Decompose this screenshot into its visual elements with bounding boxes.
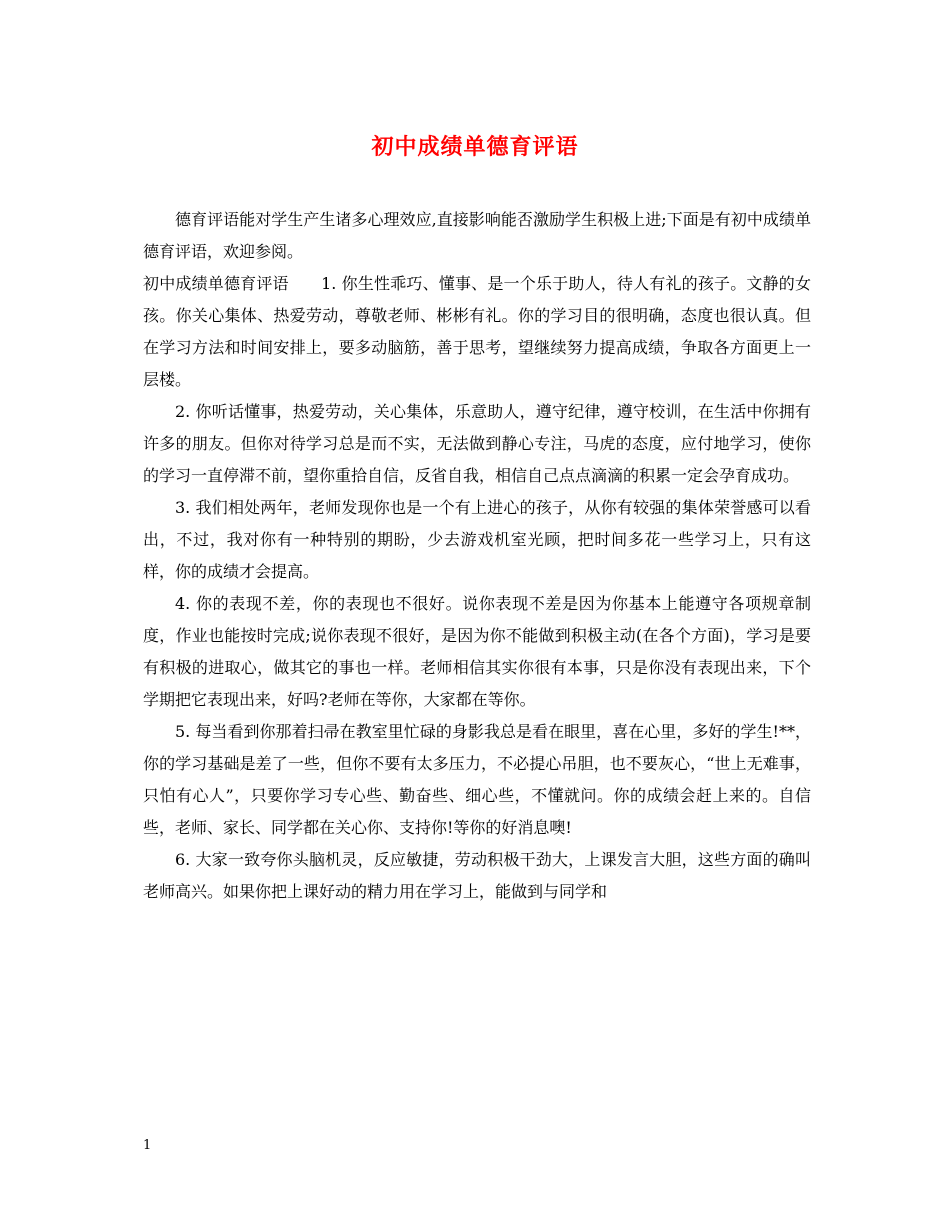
- page-number: 1: [143, 1138, 152, 1153]
- document-body: [143, 204, 811, 908]
- comment-paragraph-1: 初中成绩单德育评语 1. 你生性乖巧、懂事、是一个乐于助人，待人有礼的孩子。文静的女孩。你关心集体、热爱劳动，尊敬老师、彬彬有礼。你的学习目的很明确，态度也很认真。但在学习方法和时间安排上，要多动脑筋，善于思考，望继续努力提高成绩，争取各方面更上一层楼。: [143, 274, 811, 389]
- comment-paragraph-2: 2. 你听话懂事，热爱劳动，关心集体，乐意助人，遵守纪律，遵守校训，在生活中你拥有许多的朋友。但你对待学习总是而不实，无法做到静心专注，马虎的态度，应付地学习，使你的学习一直停滞不前，望你重拾自信，反省自我，相信自己点点滴滴的积累一定会孕育成功。: [143, 402, 811, 485]
- intro-paragraph: 德育评语能对学生产生诸多心理效应,直接影响能否激励学生积极上进;下面是有初中成绩单德育评语，欢迎参阅。: [143, 210, 811, 261]
- document-title: 初中成绩单德育评语: [371, 134, 579, 160]
- comment-paragraph-4: 4. 你的表现不差，你的表现也不很好。说你表现不差是因为你基本上能遵守各项规章制度，作业也能按时完成;说你表现不很好，是因为你不能做到积极主动(在各个方面)，学习是要有积极的进取心，做其它的事也一样。老师相信其实你很有本事，只是你没有表现出来，下个学期把它表现出来，好吗?老师在等你，大家都在等你。: [143, 594, 811, 709]
- comment-paragraph-5: 5. 每当看到你那着扫帚在教室里忙碌的身影我总是看在眼里，喜在心里，多好的学生!**，你的学习基础是差了一些，但你不要有太多压力，不必提心吊胆，也不要灰心，“世上无难事，只怕有心人”，只要你学习专心些、勤奋些、细心些，不懂就问。你的成绩会赶上来的。自信些，老师、家长、同学都在关心你、支持你!等你的好消息噢!: [143, 722, 811, 837]
- comment-paragraph-3: 3. 我们相处两年，老师发现你也是一个有上进心的孩子，从你有较强的集体荣誉感可以看出，不过，我对你有一种特别的期盼，少去游戏机室光顾，把时间多花一些学习上，只有这样，你的成绩才会提高。: [143, 498, 811, 581]
- comment-paragraph-6: 6. 大家一致夸你头脑机灵，反应敏捷，劳动积极干劲大，上课发言大胆，这些方面的确叫老师高兴。如果你把上课好动的精力用在学习上，能做到与同学和: [143, 850, 811, 901]
